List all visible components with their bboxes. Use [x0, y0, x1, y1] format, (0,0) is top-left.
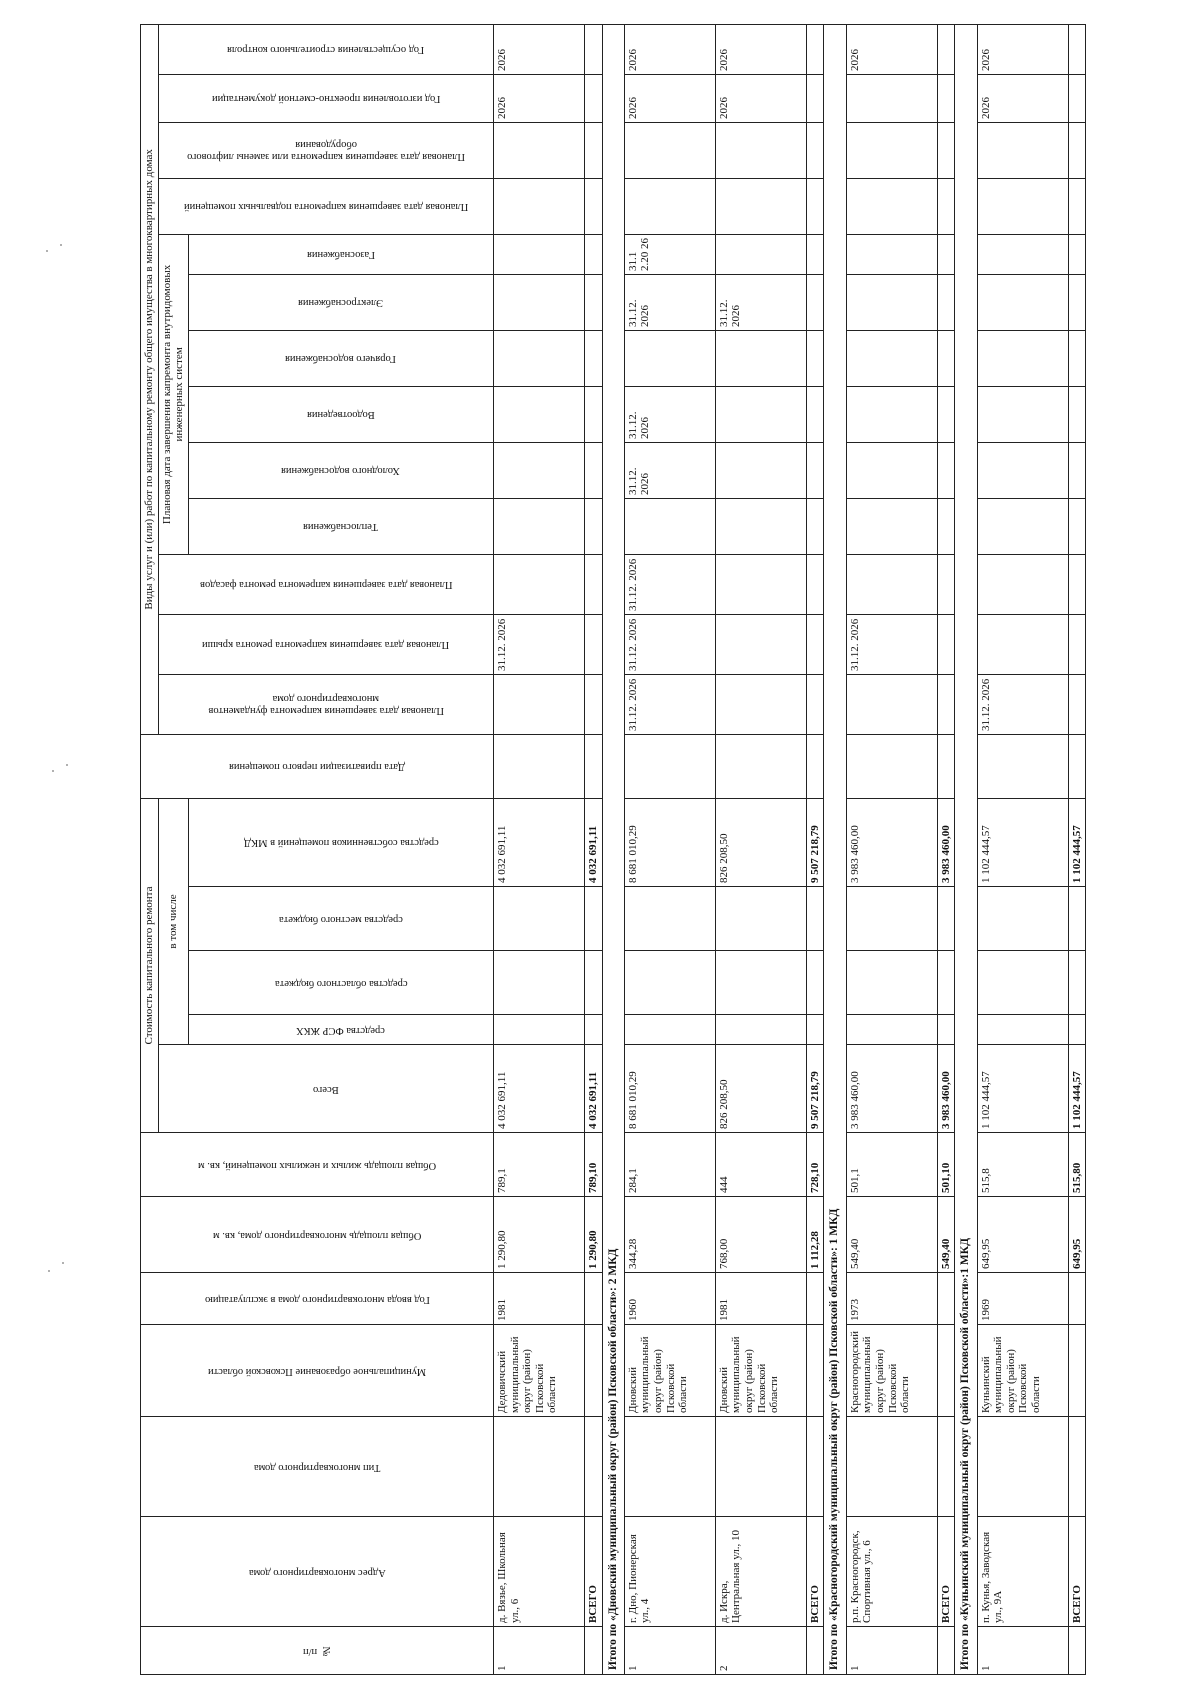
total-cell-gas	[806, 234, 824, 274]
col-incl: в том числе	[158, 798, 188, 1044]
cell-type	[977, 1417, 1068, 1517]
cell-regional	[493, 951, 584, 1015]
cell-year: 1981	[493, 1273, 584, 1325]
cell-local	[715, 887, 806, 951]
cell-facade	[715, 554, 806, 614]
total-cell-type	[806, 1417, 824, 1517]
col-works-group: Виды услуг и (или) работ по капитальному ремонту общего имущества в многоквартирных домах	[141, 24, 159, 734]
col-heat: Теплоснабжения	[188, 498, 493, 554]
total-cell-address: ВСЕГО	[937, 1517, 955, 1627]
cell-gas	[977, 234, 1068, 274]
cell-foundation	[493, 674, 584, 734]
total-cell-cold	[584, 442, 602, 498]
col-municipality: Муниципальное образование Псковской области	[141, 1325, 494, 1417]
table-body	[493, 24, 1085, 1674]
total-cell-fsr	[1068, 1015, 1086, 1045]
cell-n: 1	[977, 1627, 1068, 1675]
cell-psd: 2026	[715, 74, 806, 122]
total-cell-foundation	[584, 674, 602, 734]
total-cell-regional	[806, 951, 824, 1015]
total-cell-roof	[1068, 614, 1086, 674]
total-cell-owners: 3 983 460,00	[937, 798, 955, 886]
total-cell-owners: 4 032 691,11	[584, 798, 602, 886]
cell-municipality: Красногородский муниципальный округ (район) Псковской области	[846, 1325, 937, 1417]
total-cell-type	[937, 1417, 955, 1517]
cell-n: 1	[624, 1627, 715, 1675]
col-living-area: Общая площадь жилых и нежилых помещений, кв. м	[141, 1133, 494, 1197]
cell-area: 649,95	[977, 1197, 1068, 1273]
total-cell-n	[806, 1627, 824, 1675]
col-hot-water: Горячего водоснабжения	[188, 330, 493, 386]
total-cell-electric	[584, 274, 602, 330]
total-cell-priv	[806, 734, 824, 798]
cell-cold: 31.12. 2026	[624, 442, 715, 498]
col-control-year: Год осуществления строительного контроля	[158, 24, 493, 74]
total-cell-type	[1068, 1417, 1086, 1517]
cell-type	[846, 1417, 937, 1517]
total-cell-psd	[937, 74, 955, 122]
total-cell-sewer	[1068, 386, 1086, 442]
cell-address: д. Вязье, Школьная ул., 6	[493, 1517, 584, 1627]
cell-facade	[493, 554, 584, 614]
total-cell-psd	[1068, 74, 1086, 122]
table-row	[977, 24, 1068, 1674]
col-owners: средства собственников помещений в МКД	[188, 798, 493, 886]
col-local: средства местного бюджета	[188, 887, 493, 951]
total-cell-sewer	[806, 386, 824, 442]
cell-basement	[624, 178, 715, 234]
cell-basement	[493, 178, 584, 234]
cell-electric: 31.12. 2026	[715, 274, 806, 330]
cell-hot	[493, 330, 584, 386]
cell-local	[624, 887, 715, 951]
cell-gas	[846, 234, 937, 274]
total-cell-municipality	[1068, 1325, 1086, 1417]
total-cell-owners: 9 507 218,79	[806, 798, 824, 886]
total-cell-total: 3 983 460,00	[937, 1045, 955, 1133]
cell-gas: 31.1 2.20 26	[624, 234, 715, 274]
cell-living: 501,1	[846, 1133, 937, 1197]
cell-electric	[493, 274, 584, 330]
cell-cold	[846, 442, 937, 498]
cell-n: 1	[493, 1627, 584, 1675]
capital-repair-table	[140, 24, 1086, 1675]
total-cell-heat	[937, 498, 955, 554]
total-cell-control	[1068, 24, 1086, 74]
total-cell-n	[584, 1627, 602, 1675]
cell-psd: 2026	[624, 74, 715, 122]
section-total-row	[1068, 24, 1086, 1674]
scan-speck	[52, 770, 54, 772]
cell-type	[493, 1417, 584, 1517]
total-cell-municipality	[806, 1325, 824, 1417]
col-total-area: Общая площадь многоквартирного дома, кв. м	[141, 1197, 494, 1273]
cell-priv	[493, 734, 584, 798]
cell-local	[977, 887, 1068, 951]
total-cell-roof	[584, 614, 602, 674]
total-cell-foundation	[937, 674, 955, 734]
total-cell-priv	[584, 734, 602, 798]
cell-sewer	[977, 386, 1068, 442]
total-cell-address: ВСЕГО	[1068, 1517, 1086, 1627]
rotated-register-sheet	[140, 25, 1145, 1675]
section-total-row	[937, 24, 955, 1674]
total-cell-year	[806, 1273, 824, 1325]
total-cell-electric	[806, 274, 824, 330]
cell-cold	[715, 442, 806, 498]
total-cell-owners: 1 102 444,57	[1068, 798, 1086, 886]
cell-electric: 31.12. 2026	[624, 274, 715, 330]
cell-roof	[977, 614, 1068, 674]
col-foundation: Плановая дата завершения капремонта фундаментов многоквартирного дома	[158, 674, 493, 734]
total-cell-priv	[1068, 734, 1086, 798]
total-cell-control	[806, 24, 824, 74]
total-cell-heat	[1068, 498, 1086, 554]
cell-regional	[715, 951, 806, 1015]
cell-control: 2026	[715, 24, 806, 74]
cell-foundation: 31.12. 2026	[624, 674, 715, 734]
cell-heat	[624, 498, 715, 554]
total-cell-hot	[806, 330, 824, 386]
total-cell-facade	[584, 554, 602, 614]
cell-fsr	[846, 1015, 937, 1045]
total-cell-hot	[937, 330, 955, 386]
total-cell-basement	[937, 178, 955, 234]
cell-area: 344,28	[624, 1197, 715, 1273]
scan-speck	[46, 250, 48, 252]
table-row	[624, 24, 715, 1674]
total-cell-electric	[1068, 274, 1086, 330]
cell-total: 1 102 444,57	[977, 1045, 1068, 1133]
header-row-1	[141, 24, 159, 1674]
total-cell-address: ВСЕГО	[584, 1517, 602, 1627]
total-cell-fsr	[584, 1015, 602, 1045]
total-cell-elevator	[806, 122, 824, 178]
total-cell-gas	[937, 234, 955, 274]
total-cell-basement	[806, 178, 824, 234]
total-cell-cold	[1068, 442, 1086, 498]
cell-municipality: Дедовичский муниципальный округ (район) Псковской области	[493, 1325, 584, 1417]
col-psd-year: Год изготовления проектно-сметной документации	[158, 74, 493, 122]
cell-sewer	[493, 386, 584, 442]
total-cell-type	[584, 1417, 602, 1517]
cell-gas	[715, 234, 806, 274]
total-cell-electric	[937, 274, 955, 330]
cell-facade: 31.12. 2026	[624, 554, 715, 614]
total-cell-n	[1068, 1627, 1086, 1675]
cell-owners: 8 681 010,29	[624, 798, 715, 886]
cell-area: 1 290,80	[493, 1197, 584, 1273]
cell-living: 284,1	[624, 1133, 715, 1197]
total-cell-total: 4 032 691,11	[584, 1045, 602, 1133]
cell-owners: 1 102 444,57	[977, 798, 1068, 886]
total-cell-total: 9 507 218,79	[806, 1045, 824, 1133]
cell-facade	[846, 554, 937, 614]
total-cell-fsr	[806, 1015, 824, 1045]
total-cell-gas	[1068, 234, 1086, 274]
col-num: № п/п	[141, 1627, 494, 1675]
cell-address: п. Кунья, Заводская ул., 9А	[977, 1517, 1068, 1627]
total-cell-total: 1 102 444,57	[1068, 1045, 1086, 1133]
total-cell-municipality	[584, 1325, 602, 1417]
group-title: Итого по «Красногородский муниципальный округ (район) Псковской области»: 1 МКД	[824, 24, 846, 1674]
scan-speck	[48, 1270, 50, 1272]
cell-n: 2	[715, 1627, 806, 1675]
total-cell-sewer	[584, 386, 602, 442]
cell-control: 2026	[624, 24, 715, 74]
total-cell-foundation	[1068, 674, 1086, 734]
col-address: Адрес многоквартирного дома	[141, 1517, 494, 1627]
total-cell-living: 515,80	[1068, 1133, 1086, 1197]
col-roof: Плановая дата завершения капремонта ремонта крыши	[158, 614, 493, 674]
cell-control: 2026	[977, 24, 1068, 74]
cell-address: г. Дно, Пионерская ул., 4	[624, 1517, 715, 1627]
table-row	[493, 24, 584, 1674]
cell-sewer	[846, 386, 937, 442]
total-cell-heat	[584, 498, 602, 554]
total-cell-control	[584, 24, 602, 74]
total-cell-local	[806, 887, 824, 951]
table-row	[715, 24, 806, 1674]
group-title-row	[955, 24, 977, 1674]
total-cell-fsr	[937, 1015, 955, 1045]
cell-priv	[846, 734, 937, 798]
cell-electric	[846, 274, 937, 330]
cell-psd: 2026	[493, 74, 584, 122]
col-basement: Плановая дата завершения капремонта подвальных помещений	[158, 178, 493, 234]
total-cell-hot	[1068, 330, 1086, 386]
cell-psd	[846, 74, 937, 122]
total-cell-area: 649,95	[1068, 1197, 1086, 1273]
total-cell-heat	[806, 498, 824, 554]
group-title-row	[602, 24, 624, 1674]
cell-elevator	[493, 122, 584, 178]
cell-owners: 826 208,50	[715, 798, 806, 886]
cell-fsr	[715, 1015, 806, 1045]
cell-year: 1969	[977, 1273, 1068, 1325]
cell-year: 1973	[846, 1273, 937, 1325]
total-cell-priv	[937, 734, 955, 798]
col-elevator: Плановая дата завершения капремонта или замены лифтового оборудования	[158, 122, 493, 178]
cell-total: 4 032 691,11	[493, 1045, 584, 1133]
total-cell-control	[937, 24, 955, 74]
cell-electric	[977, 274, 1068, 330]
total-cell-cold	[937, 442, 955, 498]
total-cell-living: 728,10	[806, 1133, 824, 1197]
cell-living: 789,1	[493, 1133, 584, 1197]
section-total-row	[584, 24, 602, 1674]
cell-heat	[493, 498, 584, 554]
cell-priv	[624, 734, 715, 798]
total-cell-elevator	[584, 122, 602, 178]
cell-n: 1	[846, 1627, 937, 1675]
col-year-built: Год ввода многоквартирного дома в эксплуатацию	[141, 1273, 494, 1325]
cell-local	[493, 887, 584, 951]
cell-psd: 2026	[977, 74, 1068, 122]
col-cold-water: Холодного водоснабжения	[188, 442, 493, 498]
cell-roof: 31.12. 2026	[624, 614, 715, 674]
cell-cold	[493, 442, 584, 498]
cell-type	[624, 1417, 715, 1517]
cell-elevator	[624, 122, 715, 178]
cell-year: 1981	[715, 1273, 806, 1325]
cell-fsr	[977, 1015, 1068, 1045]
total-cell-basement	[584, 178, 602, 234]
cell-address: д. Искра, Центральная ул., 10	[715, 1517, 806, 1627]
total-cell-area: 549,40	[937, 1197, 955, 1273]
cell-municipality: Куньинский муниципальный округ (район) Псковской области	[977, 1325, 1068, 1417]
cell-foundation: 31.12. 2026	[977, 674, 1068, 734]
cell-control: 2026	[846, 24, 937, 74]
cell-basement	[846, 178, 937, 234]
cell-regional	[846, 951, 937, 1015]
col-fsr: средства ФСР ЖКХ	[188, 1015, 493, 1045]
cell-hot	[624, 330, 715, 386]
cell-sewer	[715, 386, 806, 442]
cell-priv	[715, 734, 806, 798]
col-facade: Плановая дата завершения капремонта ремонта фасадов	[158, 554, 493, 614]
total-cell-psd	[806, 74, 824, 122]
col-cost-group: Стоимость капитального ремонта	[141, 798, 159, 1132]
cell-living: 444	[715, 1133, 806, 1197]
cell-foundation	[715, 674, 806, 734]
cell-hot	[977, 330, 1068, 386]
cell-area: 549,40	[846, 1197, 937, 1273]
total-cell-local	[937, 887, 955, 951]
total-cell-year	[1068, 1273, 1086, 1325]
group-title-row	[824, 24, 846, 1674]
cell-basement	[977, 178, 1068, 234]
total-cell-elevator	[937, 122, 955, 178]
total-cell-sewer	[937, 386, 955, 442]
cell-elevator	[715, 122, 806, 178]
col-cost-total: Всего	[158, 1045, 493, 1133]
col-privatization: Дата приватизации первого помещения	[141, 734, 494, 798]
total-cell-roof	[806, 614, 824, 674]
cell-basement	[715, 178, 806, 234]
scan-speck	[62, 1262, 64, 1264]
cell-municipality: Дновский муниципальный округ (район) Псковской области	[715, 1325, 806, 1417]
cell-gas	[493, 234, 584, 274]
cell-regional	[624, 951, 715, 1015]
cell-roof: 31.12. 2026	[493, 614, 584, 674]
table-row	[846, 24, 937, 1674]
cell-year: 1960	[624, 1273, 715, 1325]
total-cell-facade	[937, 554, 955, 614]
cell-type	[715, 1417, 806, 1517]
cell-regional	[977, 951, 1068, 1015]
total-cell-local	[1068, 887, 1086, 951]
cell-heat	[846, 498, 937, 554]
total-cell-gas	[584, 234, 602, 274]
total-cell-basement	[1068, 178, 1086, 234]
cell-roof	[715, 614, 806, 674]
cell-sewer: 31.12. 2026	[624, 386, 715, 442]
col-regional: средства областного бюджета	[188, 951, 493, 1015]
total-cell-psd	[584, 74, 602, 122]
scan-speck	[66, 764, 68, 766]
group-title: Итого по «Дновский муниципальный округ (район) Псковской области»: 2 МКД	[602, 24, 624, 1674]
total-cell-cold	[806, 442, 824, 498]
cell-heat	[977, 498, 1068, 554]
total-cell-year	[584, 1273, 602, 1325]
cell-living: 515,8	[977, 1133, 1068, 1197]
cell-total: 826 208,50	[715, 1045, 806, 1133]
cell-owners: 4 032 691,11	[493, 798, 584, 886]
total-cell-area: 1 290,80	[584, 1197, 602, 1273]
total-cell-municipality	[937, 1325, 955, 1417]
total-cell-elevator	[1068, 122, 1086, 178]
cell-foundation	[846, 674, 937, 734]
total-cell-regional	[937, 951, 955, 1015]
col-electric: Электроснабжения	[188, 274, 493, 330]
group-title: Итого по «Куньинский муниципальный округ (район) Псковской области»:1 МКД	[955, 24, 977, 1674]
total-cell-area: 1 112,28	[806, 1197, 824, 1273]
section-total-row	[806, 24, 824, 1674]
total-cell-living: 789,10	[584, 1133, 602, 1197]
total-cell-year	[937, 1273, 955, 1325]
total-cell-local	[584, 887, 602, 951]
cell-local	[846, 887, 937, 951]
cell-elevator	[977, 122, 1068, 178]
cell-roof: 31.12. 2026	[846, 614, 937, 674]
total-cell-roof	[937, 614, 955, 674]
scan-speck	[60, 244, 62, 246]
cell-area: 768,00	[715, 1197, 806, 1273]
total-cell-n	[937, 1627, 955, 1675]
total-cell-address: ВСЕГО	[806, 1517, 824, 1627]
col-eng-group: Плановая дата завершения капремонта внутридомовых инженерных систем	[158, 234, 188, 554]
cell-address: р.п. Красногородск, Спортивная ул., 6	[846, 1517, 937, 1627]
cell-control: 2026	[493, 24, 584, 74]
cell-total: 8 681 010,29	[624, 1045, 715, 1133]
total-cell-facade	[806, 554, 824, 614]
cell-total: 3 983 460,00	[846, 1045, 937, 1133]
cell-owners: 3 983 460,00	[846, 798, 937, 886]
col-sewer: Водоотведения	[188, 386, 493, 442]
cell-cold	[977, 442, 1068, 498]
total-cell-foundation	[806, 674, 824, 734]
cell-elevator	[846, 122, 937, 178]
total-cell-regional	[584, 951, 602, 1015]
total-cell-regional	[1068, 951, 1086, 1015]
total-cell-living: 501,10	[937, 1133, 955, 1197]
cell-hot	[846, 330, 937, 386]
cell-fsr	[493, 1015, 584, 1045]
col-gas: Газоснабжения	[188, 234, 493, 274]
cell-heat	[715, 498, 806, 554]
cell-priv	[977, 734, 1068, 798]
col-type: Тип многоквартирного дома	[141, 1417, 494, 1517]
cell-hot	[715, 330, 806, 386]
cell-municipality: Дновский муниципальный округ (район) Псковской области	[624, 1325, 715, 1417]
total-cell-facade	[1068, 554, 1086, 614]
cell-fsr	[624, 1015, 715, 1045]
cell-facade	[977, 554, 1068, 614]
total-cell-hot	[584, 330, 602, 386]
